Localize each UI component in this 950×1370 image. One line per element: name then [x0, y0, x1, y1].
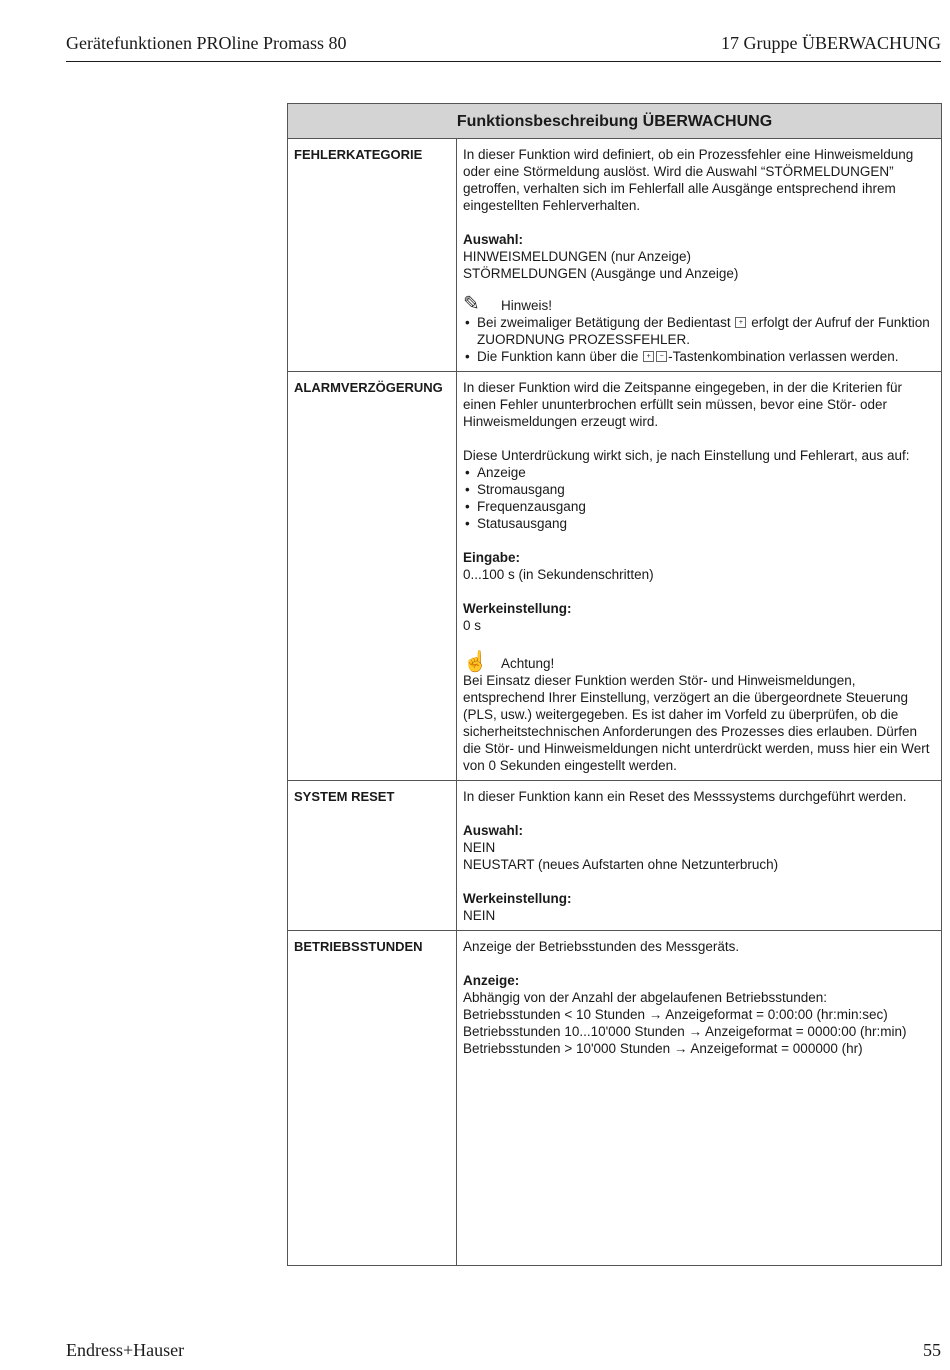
effect-intro: Diese Unterdrückung wirkt sich, je nach Einstellung und Fehlerart, aus auf: [463, 448, 910, 463]
warning-text: Bei Einsatz dieser Funktion werden Stör- und Hinweismeldungen, entsprechend Ihrer Einstellung, verzögert an die übergeordnete Steuerung (PLS, usw.) weitergegeben. Es ist daher im Vorfeld zu überprüfen, ob die sicherheitstechnischen Anforderungen des Prozesses dies erlauben. Dürfen die Stör- und Hinweismeldungen nicht unterdrückt werden, muss hier ein Wert von 0 Sekunden eingestellt werden. [463, 673, 930, 773]
option-item: STÖRMELDUNGEN (Ausgänge und Anzeige) [463, 266, 739, 281]
eingabe-label: Eingabe: [463, 550, 521, 565]
auswahl-label: Auswahl: [463, 823, 524, 838]
note-label: Hinweis! [501, 298, 553, 313]
werkeinstellung-label: Werkeinstellung: [463, 891, 572, 906]
option-item: HINWEISMELDUNGEN (nur Anzeige) [463, 249, 692, 264]
key-minus-icon: − [656, 351, 667, 362]
footer-brand: Endress+Hauser [66, 1340, 185, 1360]
note-text: Bei zweimaliger Betätigung der Bedientast [477, 315, 731, 330]
function-name-betriebsstunden: BETRIEBSSTUNDEN [288, 931, 457, 1266]
table-row [288, 139, 942, 372]
werkeinstellung-label: Werkeinstellung: [463, 601, 572, 616]
function-intro: Anzeige der Betriebsstunden des Messgeräts. [463, 939, 740, 954]
warning-label: Achtung! [501, 656, 555, 671]
function-body-alarmverzoegerung [457, 372, 942, 781]
page-header [66, 30, 941, 62]
function-description-table [287, 103, 942, 1266]
format-line: Betriebsstunden 10...10'000 Stunden → Anzeigeformat = 0000:00 (hr:min) [463, 1024, 907, 1039]
format-line: Betriebsstunden < 10 Stunden → Anzeigeformat = 0:00:00 (hr:min:sec) [463, 1007, 888, 1022]
function-name-alarmverzoegerung: ALARMVERZÖGERUNG [288, 372, 457, 781]
format-line: Betriebsstunden > 10'000 Stunden → Anzeigeformat = 000000 (hr) [463, 1041, 863, 1056]
function-intro: In dieser Funktion wird die Zeitspanne eingegeben, in der die Kriterien für einen Fehler ununterbrochen erfüllt sein müssen, bevor eine Stör- oder Hinweismeldungen erzeugt wird. [463, 380, 903, 429]
anzeige-intro: Abhängig von der Anzahl der abgelaufenen Betriebsstunden: [463, 990, 828, 1005]
auswahl-label: Auswahl: [463, 232, 524, 247]
note-text: erfolgt der Aufruf der Funktion ZUORDNUNG PROZESSFEHLER. [477, 315, 930, 347]
function-intro: In dieser Funktion wird definiert, ob ein Prozessfehler eine Hinweismeldung oder eine Störmeldung auslöst. Wird die Auswahl “STÖRMELDUNGEN” getroffen, verhalten sich im Fehlerfall alle Ausgänge entsprechend ihrem eingestellten Fehlerverhalten. [463, 147, 914, 213]
list-item: • Frequenzausgang [463, 498, 935, 515]
werkeinstellung-value: 0 s [463, 618, 482, 633]
warning-heading [463, 638, 935, 672]
function-name-fehlerkategorie: FEHLERKATEGORIE [288, 139, 457, 372]
werkeinstellung-value: NEIN [463, 908, 496, 923]
table-row [288, 372, 942, 781]
list-item [463, 348, 935, 365]
key-plus-icon: + [643, 351, 654, 362]
option-item: NEIN [463, 840, 496, 855]
note-heading [463, 286, 935, 314]
function-body-fehlerkategorie [457, 139, 942, 372]
effect-list [463, 464, 935, 532]
anzeige-label: Anzeige: [463, 973, 520, 988]
note-list [463, 314, 935, 365]
function-body-system-reset [457, 781, 942, 931]
table-row [288, 781, 942, 931]
header-title: Gerätefunktionen PROline Promass 80 [66, 33, 347, 53]
eingabe-value: 0...100 s (in Sekundenschritten) [463, 567, 654, 582]
table-title: Funktionsbeschreibung ÜBERWACHUNG [288, 104, 942, 139]
function-intro: In dieser Funktion kann ein Reset des Messsystems durchgeführt werden. [463, 789, 907, 804]
list-item: • Statusausgang [463, 515, 935, 532]
list-item [463, 314, 935, 348]
list-item: • Anzeige [463, 464, 935, 481]
key-plus-icon: + [735, 317, 746, 328]
pencil-icon: ✎ [463, 293, 480, 315]
list-item: • Stromausgang [463, 481, 935, 498]
page-number: 55 [923, 1340, 941, 1360]
table-row [288, 931, 942, 1266]
note-text: Die Funktion kann über die [477, 349, 639, 364]
pointing-hand-icon: ☝ [463, 651, 488, 673]
option-item: NEUSTART (neues Aufstarten ohne Netzunterbruch) [463, 857, 779, 872]
note-text: -Tastenkombination verlassen werden. [668, 349, 899, 364]
function-name-system-reset: SYSTEM RESET [288, 781, 457, 931]
function-body-betriebsstunden [457, 931, 942, 1266]
header-section: 17 Gruppe ÜBERWACHUNG [721, 33, 941, 53]
